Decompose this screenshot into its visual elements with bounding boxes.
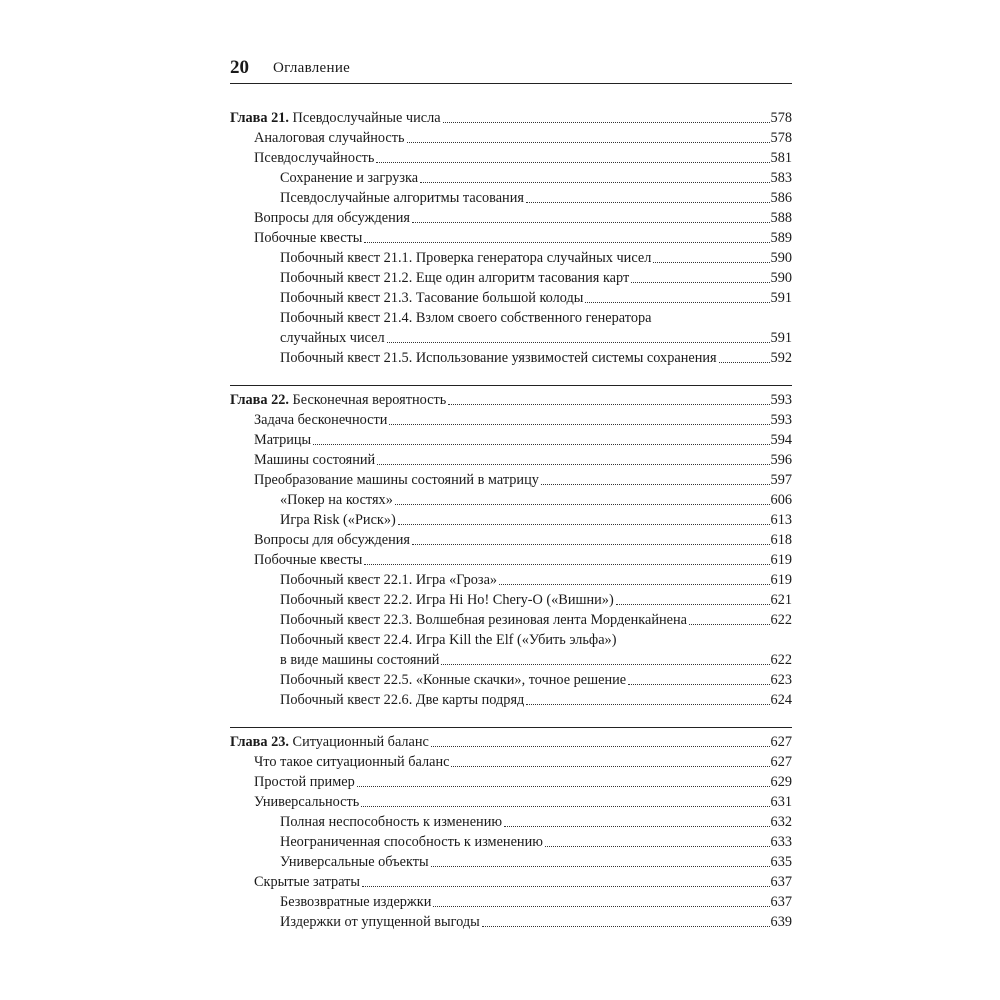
dot-leader [443,122,770,123]
toc-entry-row[interactable] [230,590,792,610]
toc-entry-row[interactable] [230,530,792,550]
toc-page-number: 629 [770,774,792,790]
chapter-label: Глава 22. [230,392,289,408]
toc-entry-title: Безвозвратные издержки [280,894,432,910]
toc-page-number: 624 [770,692,792,708]
toc-page-number: 623 [770,672,792,688]
dot-leader [504,826,770,827]
dot-leader [420,182,769,183]
toc-entry-title: Побочный квест 22.1. Игра «Гроза» [280,572,498,588]
toc-entry-row[interactable] [230,308,792,328]
toc-chapter-heading [230,390,446,410]
toc-page-number: 590 [770,250,792,266]
toc-page-number: 581 [770,150,792,166]
toc-page-number: 591 [770,330,792,346]
dot-leader [364,242,769,243]
toc-entry-row[interactable] [230,228,792,248]
toc-chapter [230,385,792,710]
page-number: 20 [230,57,249,78]
dot-leader [431,746,770,747]
toc-entry-row[interactable] [230,168,792,188]
toc-entry-title: Простой пример [254,774,355,790]
dot-leader [689,624,770,625]
toc-page-number: 590 [770,270,792,286]
dot-leader [357,786,770,787]
dot-leader [631,282,769,283]
toc-page-number: 593 [770,392,792,408]
dot-leader [541,484,770,485]
toc-entry-row[interactable] [230,832,792,852]
dot-leader [526,202,770,203]
toc-entry-title: Вопросы для обсуждения [254,210,410,226]
toc-entry-title: Универсальные объекты [280,854,429,870]
toc-page-number: 583 [770,170,792,186]
dot-leader [628,684,769,685]
dot-leader [431,866,770,867]
toc-entry-row[interactable] [230,812,792,832]
toc-page-number: 588 [770,210,792,226]
dot-leader [616,604,770,605]
toc-page-number: 618 [770,532,792,548]
dot-leader [433,906,769,907]
toc-entry-row[interactable] [230,670,792,690]
toc-entry-row[interactable] [230,410,792,430]
toc-page-number: 639 [770,914,792,930]
dot-leader [412,544,770,545]
toc-entry-title: Побочный квест 22.2. Игра Hi Ho! Chery-O («Вишни») [280,592,614,608]
toc-entry-title: «Покер на костях» [280,492,393,508]
toc-entry-row[interactable] [230,470,792,490]
toc-page-number: 621 [770,592,792,608]
toc-entry-title: Побочный квест 21.1. Проверка генератора случайных чисел [280,250,652,266]
toc-entry-row[interactable] [230,550,792,570]
toc-entry-title-continuation: случайных чисел [280,330,385,346]
toc-page-number: 619 [770,552,792,568]
toc-entry-row[interactable] [230,268,792,288]
toc-entry-title: Что такое ситуационный баланс [254,754,450,770]
toc-page-number: 592 [770,350,792,366]
toc-entry-title: Побочные квесты [254,552,363,568]
dot-leader [451,766,769,767]
toc-entry-row[interactable] [230,128,792,148]
toc-entry-title: Побочный квест 22.4. Игра Kill the Elf («Убить эльфа») [280,632,617,648]
toc-entry-row[interactable] [230,450,792,470]
toc-entry-title: Сохранение и загрузка [280,170,419,186]
toc-page-number: 586 [770,190,792,206]
toc-entry-title: Издержки от упущенной выгоды [280,914,480,930]
toc-page-number: 637 [770,874,792,890]
dot-leader [398,524,770,525]
toc-entry-row[interactable] [230,188,792,208]
toc-entry-row[interactable] [230,892,792,912]
chapter-title: Бесконечная вероятность [292,392,447,408]
toc-page-number: 619 [770,572,792,588]
toc-entry-row[interactable] [230,490,792,510]
toc-page-number: 606 [770,492,792,508]
toc-page-number: 622 [770,652,792,668]
page-header [230,57,792,84]
toc-entry-title: Игра Risk («Риск») [280,512,396,528]
toc-chapter-row[interactable] [230,390,792,410]
toc-entry-row[interactable] [230,872,792,892]
toc-chapter-heading [230,732,429,752]
toc-entry-row[interactable] [230,288,792,308]
toc-chapter-row[interactable] [230,732,792,752]
chapter-label: Глава 21. [230,110,289,126]
toc-entry-title: Аналоговая случайность [254,130,405,146]
toc-entry-row[interactable] [230,570,792,590]
toc-entry-row[interactable] [230,852,792,872]
toc-page-number: 591 [770,290,792,306]
toc-entry-title: Побочный квест 22.6. Две карты подряд [280,692,525,708]
toc-entry-row[interactable] [230,912,792,932]
dot-leader [448,404,769,405]
toc-entry-title: Побочный квест 21.2. Еще один алгоритм тасования карт [280,270,630,286]
toc-entry-title: Псевдослучайные алгоритмы тасования [280,190,524,206]
toc-page-number: 597 [770,472,792,488]
toc-entry-title: Матрицы [254,432,312,448]
dot-leader [585,302,769,303]
toc-entry-title: Побочный квест 22.3. Волшебная резиновая лента Морденкайнена [280,612,688,628]
toc-page-number: 578 [770,110,792,126]
toc-page-number: 633 [770,834,792,850]
toc-page-number: 593 [770,412,792,428]
dot-leader [653,262,769,263]
toc-entry-row[interactable] [230,248,792,268]
dot-leader [499,584,769,585]
dot-leader [362,886,770,887]
toc-chapter-row[interactable] [230,108,792,128]
dot-leader [412,222,770,223]
toc-chapter [230,727,792,932]
toc-entry-row[interactable] [230,772,792,792]
toc-entry-title: Задача бесконечности [254,412,388,428]
toc-entry-title: Универсальность [254,794,360,810]
dot-leader [389,424,769,425]
dot-leader [361,806,769,807]
running-title: Оглавление [273,60,351,76]
toc-page-number: 578 [770,130,792,146]
toc-page-number: 613 [770,512,792,528]
table-of-contents [230,108,792,932]
toc-entry-row-continuation[interactable] [230,650,792,670]
toc-entry-title: Побочный квест 21.3. Тасование большой колоды [280,290,584,306]
toc-page-number: 635 [770,854,792,870]
toc-page-number: 627 [770,754,792,770]
dot-leader [441,664,769,665]
dot-leader [482,926,770,927]
toc-entry-row[interactable] [230,630,792,650]
toc-entry-row[interactable] [230,690,792,710]
toc-entry-row[interactable] [230,510,792,530]
toc-entry-title: Побочный квест 21.5. Использование уязвимостей системы сохранения [280,350,717,366]
toc-page-number: 631 [770,794,792,810]
toc-entry-title: Побочный квест 21.4. Взлом своего собственного генератора [280,310,652,326]
dot-leader [387,342,770,343]
dot-leader [545,846,770,847]
toc-entry-title: Скрытые затраты [254,874,361,890]
dot-leader [364,564,769,565]
toc-chapter [230,108,792,368]
dot-leader [376,162,769,163]
toc-entry-row-continuation[interactable] [230,328,792,348]
chapter-title: Псевдослучайные числа [292,110,441,126]
toc-entry-row[interactable] [230,792,792,812]
toc-entry-row[interactable] [230,148,792,168]
toc-entry-row[interactable] [230,610,792,630]
toc-entry-title: Вопросы для обсуждения [254,532,410,548]
toc-entry-row[interactable] [230,752,792,772]
toc-entry-row[interactable] [230,208,792,228]
dot-leader [313,444,769,445]
chapter-label: Глава 23. [230,734,289,750]
dot-leader [395,504,770,505]
toc-chapter-heading [230,108,441,128]
dot-leader [407,142,770,143]
chapter-title: Ситуационный баланс [292,734,429,750]
toc-page-number: 637 [770,894,792,910]
toc-page-number: 627 [770,734,792,750]
toc-entry-title: Преобразование машины состояний в матрицу [254,472,539,488]
toc-entry-title-continuation: в виде машины состояний [280,652,440,668]
toc-entry-title: Полная неспособность к изменению [280,814,503,830]
dot-leader [377,464,769,465]
toc-entry-row[interactable] [230,348,792,368]
toc-entry-title: Побочный квест 22.5. «Конные скачки», точное решение [280,672,627,688]
toc-page-number: 589 [770,230,792,246]
toc-entry-title: Неограниченная способность к изменению [280,834,543,850]
toc-page-number: 594 [770,432,792,448]
toc-entry-row[interactable] [230,430,792,450]
toc-page-number: 622 [770,612,792,628]
toc-page-number: 596 [770,452,792,468]
toc-entry-title: Побочные квесты [254,230,363,246]
toc-entry-title: Псевдослучайность [254,150,375,166]
dot-leader [719,362,770,363]
dot-leader [526,704,769,705]
toc-entry-title: Машины состояний [254,452,376,468]
toc-page-number: 632 [770,814,792,830]
